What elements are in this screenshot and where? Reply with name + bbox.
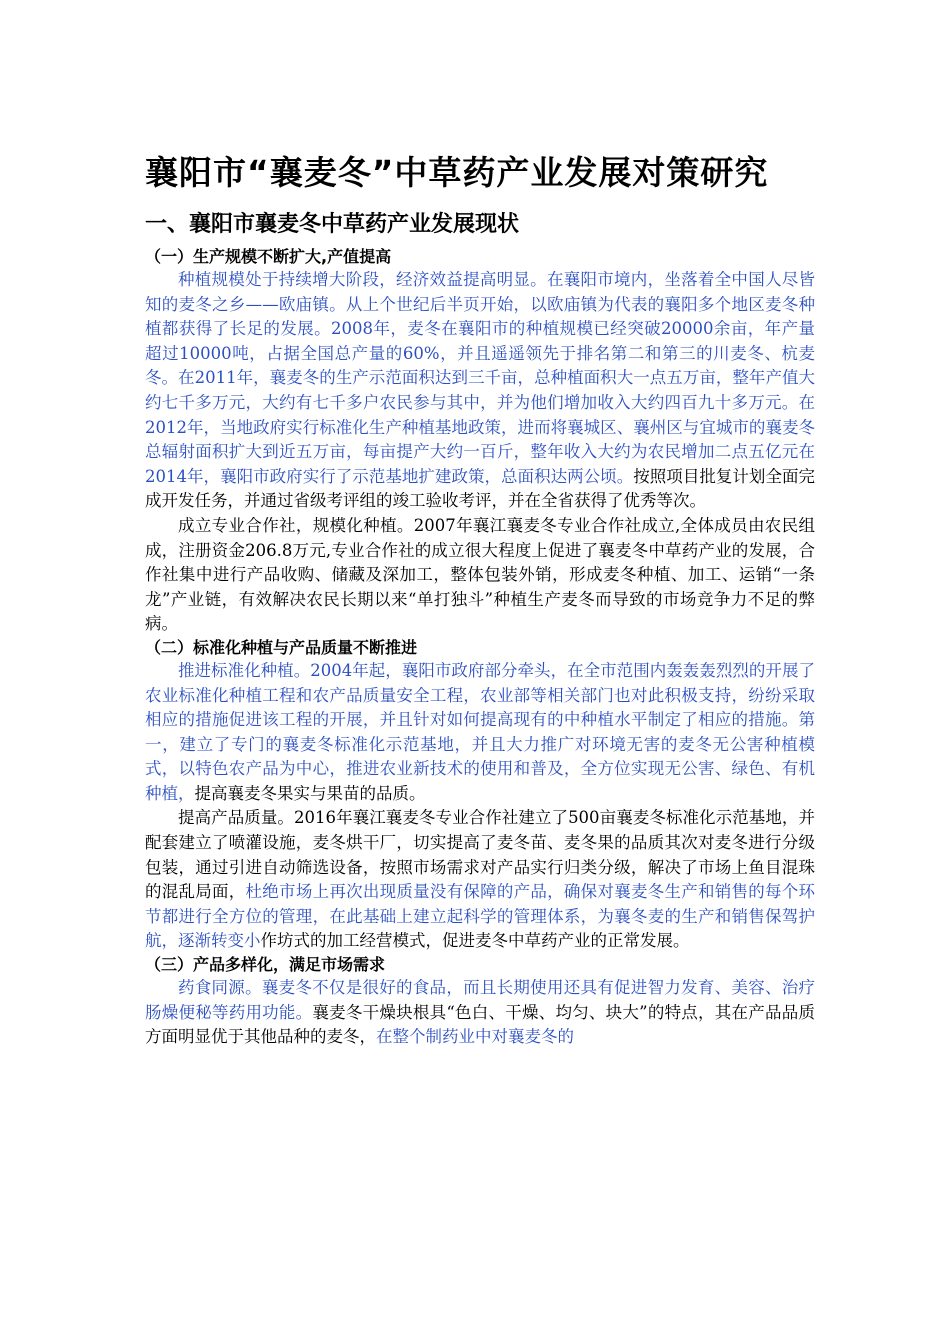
highlighted-text: 推进标准化种植。2004年起，襄阳市政府部分牵头，在全市范围内轰轰轰烈烈的开展了农业标准化种植工程和农产品质量安全工程，农业部等相关部门也对此积极支持，纷纷采取相应的措施促进该工程的开展，并且针对如何提高现有的中种植水平制定了相应的措施。第一，建立了专门的襄麦冬标准化示范基地，并且大力推广对环境无害的麦冬无公害种植模式，以特色农产品为中心，推进农业新技术的使用和普及，全方位实现无公害、绿色、有机种植， <box>145 660 815 803</box>
paragraph <box>145 806 815 954</box>
highlighted-text: 杜绝市场上再次出现质量没有保障的产品，确保对襄麦冬生产和销售的每个环节都进行全方位的管理，在此基础上建立起科学的管理体系，为襄冬麦的生产和销售保驾护航，逐渐转变小 <box>145 882 816 951</box>
paragraph: 成立专业合作社，规模化种植。2007年襄江襄麦冬专业合作社成立,全体成员由农民组成，注册资金206.8万元,专业合作社的成立很大程度上促进了襄麦冬中草药产业的发展，合作社集中进行产品收购、储藏及深加工，整体包装外销，形成麦冬种植、加工、运销“一条龙”产业链，有效解决农民长期以来“单打独斗”种植生产麦冬而导致的市场竞争力不足的弊病。 <box>145 515 815 634</box>
body-text: 提高产品质量。2016年襄江襄麦冬专业合作社建立了500亩襄麦冬标准化示范基地，并配套建立了喷灌设施，麦冬烘干厂，切实提高了麦冬苗、麦冬果的品质其次对麦冬进行分级包装，通过引进自动筛选设备，按照市场需求对产品实行归类分级，解决了市场上鱼目混珠的混乱局面， <box>145 808 815 902</box>
body-text: 作坊式的加工经营模式，促进麦冬中草药产业的正常发展。 <box>260 931 690 951</box>
paragraph <box>145 659 815 807</box>
paragraph <box>145 976 815 1050</box>
body-text: 按照项目批复计划全面完成开发任务，并通过省级考评组的竣工验收考评，并在全省获得了优秀等次。 <box>145 466 815 511</box>
highlighted-text: 种植规模处于持续增大阶段，经济效益提高明显。在襄阳市境内，坐落着全中国人尽皆知的麦冬之乡——欧庙镇。从上个世纪后半页开始，以欧庙镇为代表的襄阳多个地区麦冬种植都获得了长足的发展。2008年，麦冬在襄阳市的种植规模已经突破20000余亩，年产量超过10000吨，占据全国总产量的60%，并且遥遥领先于排名第二和第三的川麦冬、杭麦冬。在2011年，襄麦冬的生产示范面积达到三千亩，总种植面积大一点五万亩，整年产值大约七千多万元，大约有七千多户农民参与其中，并为他们增加收入大约四百九十多万元。在2012年，当地政府实行标准化生产种植基地政策，进而将襄城区、襄州区与宜城市的襄麦冬总辐射面积扩大到近五万亩，每亩提产大约一百斤，整年收入大约为农民增加二点五亿元在2014年，襄阳市政府实行了示范基地扩建政策，总面积达两公顷。 <box>145 270 815 486</box>
body-text: 提高襄麦冬果实与果苗的品质。 <box>194 783 426 803</box>
section-heading: 一、襄阳市襄麦冬中草药产业发展现状 <box>145 212 520 237</box>
subsection-heading: （三）产品多样化，满足市场需求 <box>145 955 386 975</box>
highlighted-text: 在整个制药业中对襄麦冬的 <box>376 1027 574 1047</box>
document-body <box>145 150 815 1050</box>
paragraph <box>145 268 815 514</box>
highlighted-text: 药食同源。襄麦冬不仅是很好的食品，而且长期使用还具有促进智力发育、美容、治疗肠燥便秘等药用功能。 <box>145 978 815 1022</box>
subsection-heading: （二）标准化种植与产品质量不断推进 <box>145 637 418 657</box>
page-title: 襄阳市“襄麦冬”中草药产业发展对策研究 <box>145 153 769 192</box>
body-text: 襄麦冬干燥块根具“色白、干燥、均匀、块大”的特点，其在产品品质方面明显优于其他品种的麦冬， <box>145 1002 815 1047</box>
subsection-heading: （一）生产规模不断扩大,产值提高 <box>145 247 392 266</box>
